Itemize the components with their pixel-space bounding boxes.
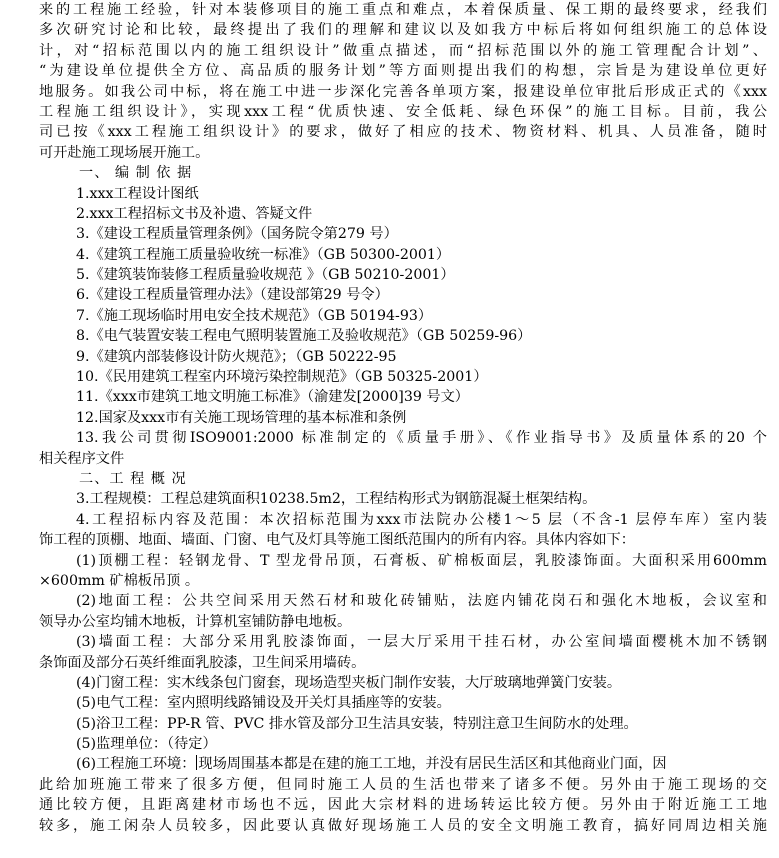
list-item: 6.《建设工程质量管理办法》（建设部第29 号令） [76,287,389,304]
subitem-label: (6)工程施工环境： [76,756,196,773]
paragraph-line: 4.工程招标内容及范围：本次招标范围为xxx市法院办公楼1～5 层（不含-1 层停车库）室内装 [76,511,767,528]
paragraph-line: 3.工程规模：工程总建筑面积10238.5m2，工程结构形式为钢筋混凝土框架结构。 [76,491,597,508]
subitem-line [39,754,767,774]
section-heading: 一、 编 制 依 据 [79,165,193,182]
paragraph-line: 可开赴施工现场展开施工。 [39,144,210,161]
subitem-line: (3)墙面工程：大部分采用乳胶漆饰面，一层大厅采用干挂石材，办公室间墙面樱桃木加不锈钢 [76,634,767,651]
subitem-line: (5)电气工程：室内照明线路铺设及开关灯具插座等的安装。 [76,695,451,712]
subitem-line: 通比较方便，且距离建材市场也不远，因此大宗材料的进场转运比较方便。另外由于附近施工工地 [39,797,767,814]
paragraph-line: 多次研究讨论和比较，最终提出了我们的理解和建议以及如我方中标后将如何组织施工的总体设 [39,22,767,39]
paragraph-line: 计，对“招标范围以内的施工组织设计”做重点描述，而“招标范围以外的施工管理配合计划”、 [39,42,767,59]
list-item: 2.xxx工程招标文书及补遗、答疑文件 [76,205,313,222]
subitem-line: 较多，施工闲杂人员较多，因此要认真做好现场施工人员的安全文明施工教育，搞好同周边相关施 [39,817,767,834]
paragraph-line: 饰工程的顶棚、地面、墙面、门窗、电气及灯具等施工图纸范围内的所有内容。具体内容如下： [39,532,635,549]
subitem-line: (5)浴卫工程：PP-R 管、PVC 排水管及部分卫生洁具安装，特别注意卫生间防水的处理。 [76,715,638,732]
subitem-line: (5)监理单位：（待定） [76,736,217,753]
paragraph-line: “为建设单位提供全方位、高品质的服务计划”等方面则提出我们的构想，宗旨是为建设单位更好 [39,63,767,80]
subitem-line: (4)门窗工程：实木线条包门窗套，现场造型夹板门制作安装，大厅玻璃地弹簧门安装。 [76,674,622,691]
list-item: 10.《民用建筑工程室内环境污染控制规范》（GB 50325-2001） [76,369,488,386]
list-item: 13.我公司贯彻ISO9001:2000 标准制定的《质量手册》、《作业指导书》及质量体系的20 个 [76,430,767,447]
subitem-line: ×600mm 矿棉板吊顶 。 [39,572,200,589]
subitem-line: (1)顶棚工程：轻钢龙骨、T 型龙骨吊顶，石膏板、矿棉板面层，乳胶漆饰面。大面积采用600mm [76,552,767,569]
list-item: 8.《电气装置安装工程电气照明装置施工及验收规范》（GB 50259-96） [76,328,532,345]
list-item: 12.国家及xxx市有关施工现场管理的基本标准和条例 [76,409,407,426]
subitem-line: (2)地面工程：公共空间采用天然石材和玻化砖铺贴，法庭内铺花岗石和强化木地板，会议室和 [76,593,767,610]
section-heading: 二、工 程 概 况 [79,470,187,487]
list-item-continuation: 相关程序文件 [39,450,125,467]
subitem-line: 此给加班施工带来了很多方便，但同时施工人员的生活也带来了诸多不便。另外由于施工现场的交 [39,776,767,793]
subitem-text: 现场周围基本都是在建的施工工地，并没有居民生活区和其他商业门面，因 [198,756,667,773]
paragraph-line: 地服务。如我公司中标，将在施工中进一步深化完善各单项方案，报建设单位审批后形成正式的《xxx [39,83,767,100]
paragraph-line: 来的工程施工经验，针对本装修项目的施工重点和难点，本着保质量、保工期的最终要求，经我们 [39,2,767,18]
list-item: 4.《建筑工程施工质量验收统一标准》（GB 50300-2001） [76,246,451,263]
list-item: 3.《建设工程质量管理条例》（国务院令第279 号） [76,226,398,243]
list-item: 9.《建筑内部装修设计防火规范》；（GB 50222-95 [76,348,397,365]
list-item: 1.xxx工程设计图纸 [76,185,199,202]
list-item: 7.《施工现场临时用电安全技术规范》（GB 50194-93） [76,307,433,324]
list-item: 11.《xxx市建筑工地文明施工标准》（渝建发[2000]39 号文） [76,389,469,406]
paragraph-line: 司已按《xxx工程施工组织设计》的要求，做好了相应的技术、物资材料、机具、人员准备，随时 [39,124,767,141]
paragraph-line: 工程施工组织设计》，实现xxx工程“优质快速、安全低耗、绿色环保”的施工目标。目前，我公 [39,103,767,120]
list-item: 5.《建筑装饰装修工程质量验收规范 》（GB 50210-2001） [76,267,455,284]
subitem-line: 领导办公室均铺木地板，计算机室铺防静电地板。 [39,613,352,630]
subitem-line: 条饰面及部分石英纤维面乳胶漆，卫生间采用墙砖。 [39,654,366,671]
